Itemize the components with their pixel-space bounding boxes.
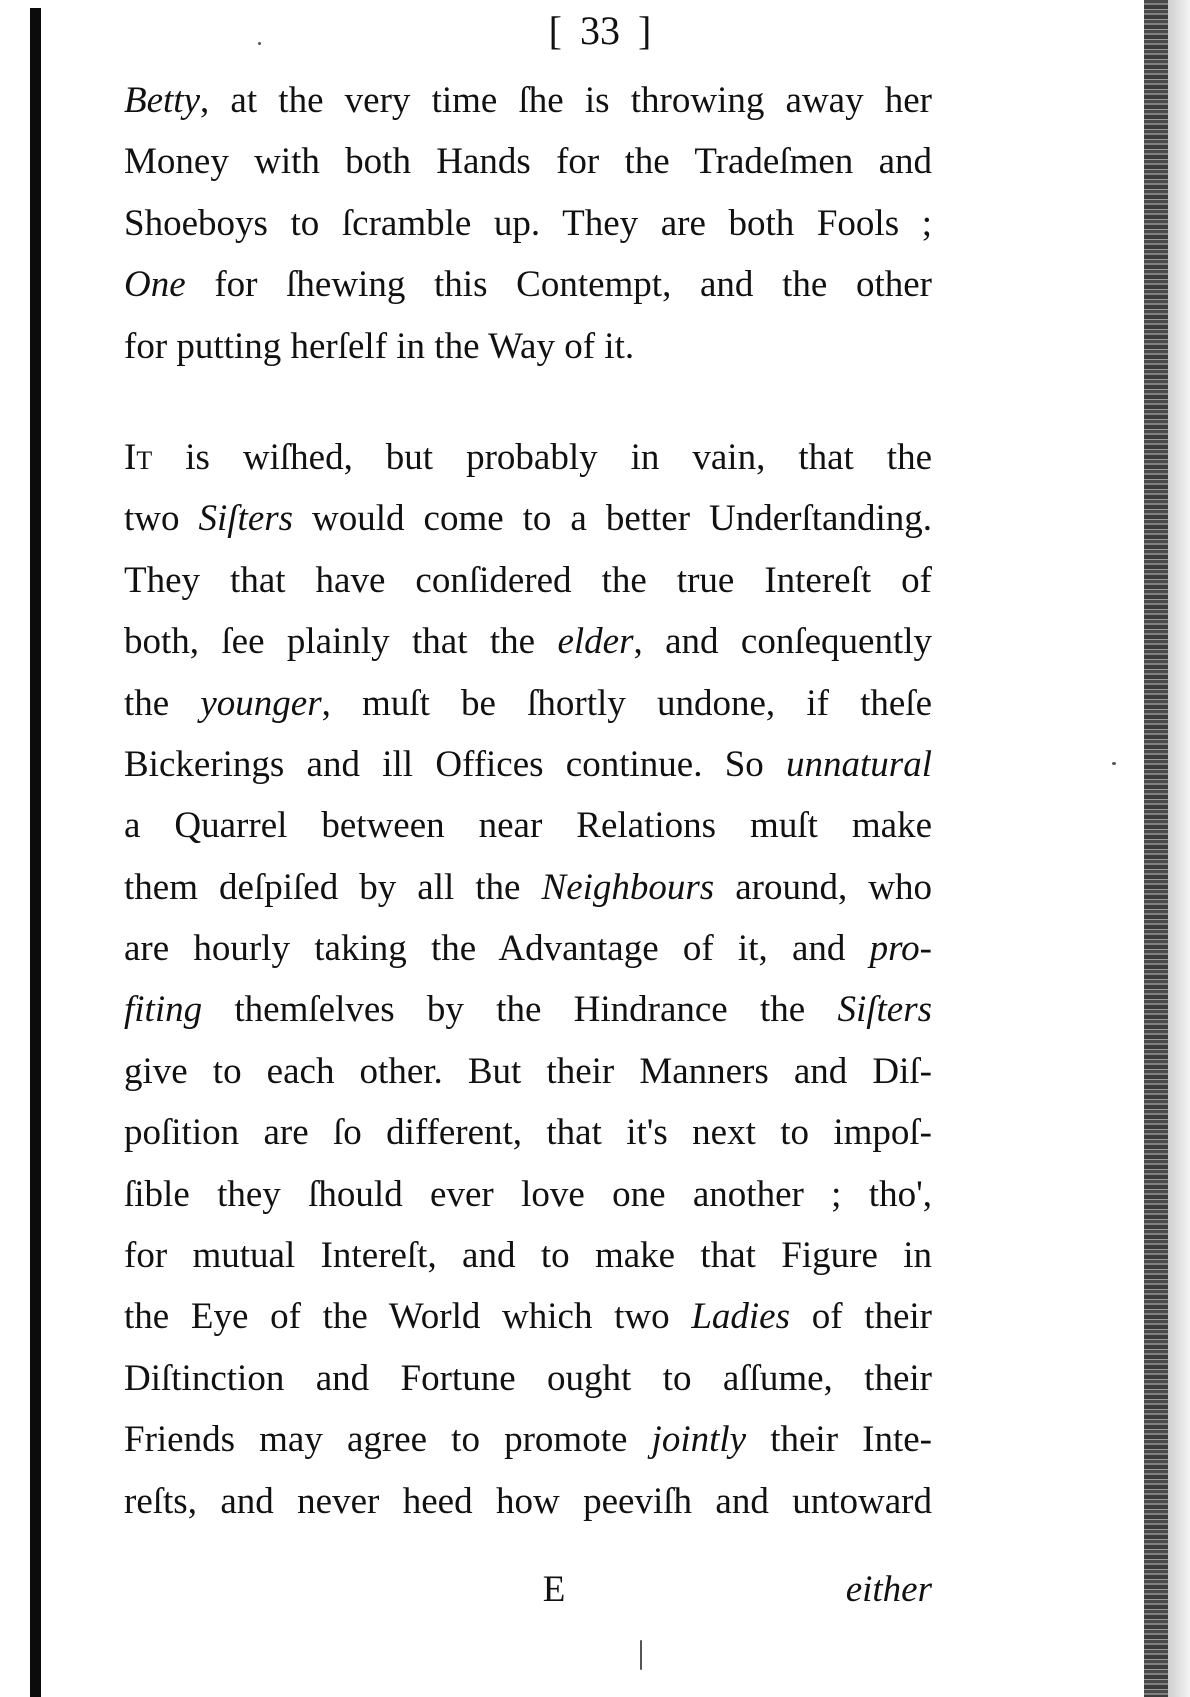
body-text (124, 70, 932, 1532)
italic-run: fiting (124, 989, 203, 1031)
text-run: a Quarrel between near Relations muſt make (124, 805, 932, 847)
text-line (124, 488, 932, 549)
text-line (124, 1348, 932, 1409)
text-line (124, 427, 932, 488)
text-line (124, 1471, 932, 1532)
text-run: for ſhewing this Contempt, and the other (185, 264, 932, 306)
text-run: themſelves by the Hindrance the (202, 989, 838, 1031)
signature-mark: E (542, 1569, 566, 1610)
text-run: of their (790, 1296, 932, 1338)
header-close-bracket: ] (638, 8, 652, 53)
text-run: around, who (714, 866, 932, 908)
italic-run: jointly (651, 1419, 747, 1461)
text-run: , and conſequently (633, 621, 932, 663)
page-number: 33 (580, 8, 620, 53)
text-line (124, 1225, 932, 1286)
text-run: the Eye of the World which two (124, 1296, 692, 1338)
text-line (124, 1102, 932, 1163)
text-run: Money with both Hands for the Tradeſmen and (124, 141, 932, 183)
text-run: two (124, 498, 199, 540)
text-line (124, 918, 932, 979)
scan-speck (1112, 762, 1116, 765)
text-line (124, 550, 932, 611)
text-line (124, 673, 932, 734)
text-line (124, 734, 932, 795)
text-run: are hourly taking the Advantage of it, and (124, 928, 870, 970)
text-line (124, 131, 932, 192)
text-line (124, 1286, 932, 1347)
scan-page-edge-right (1144, 0, 1168, 1697)
text-run: the (124, 682, 201, 724)
text-run: both, ſee plainly that the (124, 621, 558, 663)
italic-run: younger (200, 682, 322, 724)
text-line (124, 254, 932, 315)
text-line (124, 1041, 932, 1102)
text-run: is wiſhed, but probably in vain, that the (152, 436, 932, 478)
small-caps-run: It (124, 436, 153, 478)
text-line (124, 795, 932, 856)
text-line (124, 979, 932, 1040)
italic-run: Siſters (837, 989, 932, 1031)
text-run: would come to a better Underſtanding. (293, 498, 933, 540)
text-run: , muſt be ſhortly undone, if theſe (321, 682, 932, 724)
italic-run: Neighbours (541, 866, 715, 908)
text-line (124, 611, 932, 672)
text-run: , at the very time ſhe is throwing away her (200, 80, 932, 121)
scan-binding-edge-left (30, 8, 41, 1697)
italic-run: Betty (124, 80, 201, 121)
page-footer (124, 1560, 932, 1620)
text-run: poſition are ſo different, that it's next to impoſ- (124, 1112, 932, 1154)
text-run: for putting herſelf in the Way of it. (124, 325, 635, 367)
text-line (124, 70, 932, 131)
page-header (420, 6, 780, 56)
italic-run: One (124, 264, 186, 306)
text-line (124, 1164, 932, 1225)
italic-run: Ladies (691, 1296, 791, 1338)
scan-margin-right (1168, 0, 1190, 1697)
text-run: Shoeboys to ſcramble up. They are both Fools ; (124, 202, 932, 244)
scan-speck (640, 1640, 642, 1670)
text-run: Diſtinction and Fortune ought to aſſume, their (124, 1357, 932, 1399)
text-line (124, 316, 932, 377)
text-run: Friends may agree to promote (124, 1419, 652, 1461)
italic-run: unnatural (786, 743, 932, 785)
text-run: for mutual Intereſt, and to make that Figure in (124, 1235, 932, 1277)
header-open-bracket: [ (548, 8, 562, 53)
paragraph-1 (124, 70, 932, 377)
text-run: They that have conſidered the true Intereſt of (124, 559, 932, 601)
text-run: reſts, and never heed how peeviſh and untoward (124, 1480, 932, 1522)
text-run: them deſpiſed by all the (124, 866, 542, 908)
italic-run: elder (557, 621, 634, 663)
scan-speck (258, 42, 261, 45)
text-line (124, 857, 932, 918)
text-line (124, 1409, 932, 1470)
text-line (124, 193, 932, 254)
italic-run: pro- (869, 928, 932, 970)
catchword: either (845, 1569, 932, 1610)
text-run: ſible they ſhould ever love one another ; tho', (124, 1173, 932, 1215)
paragraph-2 (124, 427, 932, 1532)
text-run: their Inte- (746, 1419, 933, 1461)
text-run: Bickerings and ill Offices continue. So (124, 743, 787, 785)
text-run: give to each other. But their Manners and Diſ- (124, 1050, 932, 1092)
paragraph-gap (124, 377, 932, 427)
italic-run: Siſters (198, 498, 294, 540)
